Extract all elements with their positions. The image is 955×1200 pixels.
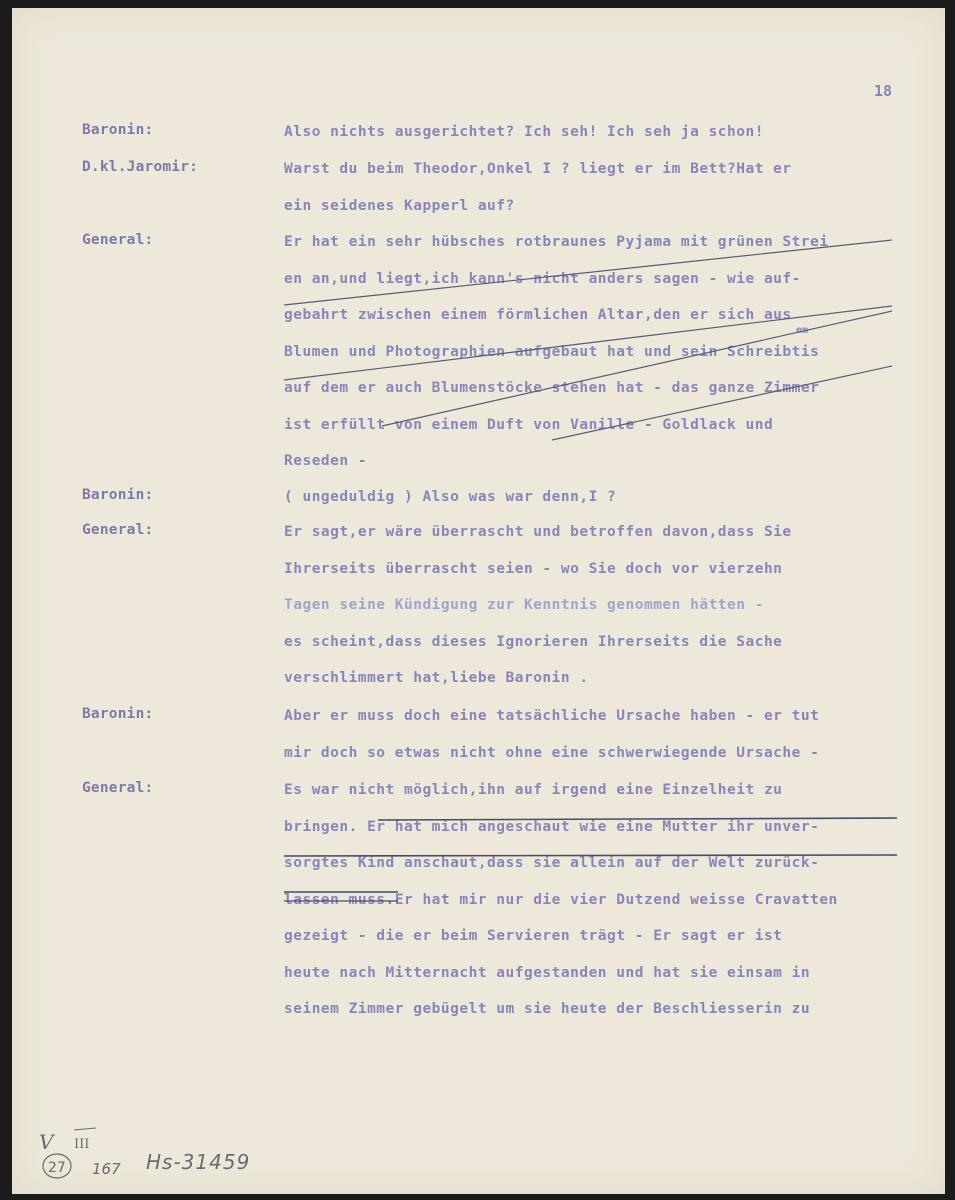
text-line: mir doch so etwas nicht ohne eine schwerwiegende Ursache - xyxy=(284,744,820,761)
text-line: heute nach Mitternacht aufgestanden und hat sie einsam in xyxy=(284,964,811,981)
document-page xyxy=(12,8,945,1194)
text-line: Er sagt,er wäre überrascht und betroffen davon,dass Sie xyxy=(284,524,792,540)
speaker-label: D.kl.Jaromir: xyxy=(82,159,199,175)
speaker-label: Baronin: xyxy=(82,487,154,503)
text-line: lassen muss.Er hat mir nur die vier Dutzend weisse Cravatten xyxy=(284,891,838,908)
speaker-label: General: xyxy=(82,780,154,796)
page-number: 18 xyxy=(874,82,893,100)
text-line: Er hat ein sehr hübsches rotbraunes Pyjama mit grünen Strei xyxy=(284,234,829,250)
text-line: Also nichts ausgerichtet? Ich seh! Ich seh ja schon! xyxy=(284,124,764,140)
archive-folio: 167 xyxy=(92,1160,121,1178)
archive-shelfmark: Hs-31459 xyxy=(146,1150,251,1174)
archive-roman-sub: III xyxy=(74,1137,90,1152)
archive-annotations xyxy=(12,8,945,1194)
text-line: auf dem er auch Blumenstöcke stehen hat - das ganze Zimmer xyxy=(284,380,820,396)
text-line: bringen. Er hat mich angeschaut wie eine Mutter ihr unver- xyxy=(284,818,820,835)
handwritten-insertion: em xyxy=(796,325,809,336)
archive-roman: V xyxy=(39,1130,54,1154)
text-line: en an,und liegt,ich kann's nicht anders sagen - wie auf- xyxy=(284,270,801,287)
text-line: sorgtes Kind anschaut,dass sie allein auf der Welt zurück- xyxy=(284,855,820,871)
text-line: verschlimmert hat,liebe Baronin . xyxy=(284,670,589,686)
text-line: Es war nicht möglich,ihn auf irgend eine Einzelheit zu xyxy=(284,782,783,798)
text-line: gezeigt - die er beim Servieren trägt - Er sagt er ist xyxy=(284,928,783,944)
text-line: ( ungeduldig ) Also was war denn,I ? xyxy=(284,489,617,505)
text-line: Reseden - xyxy=(284,453,368,469)
text-line: gebahrt zwischen einem förmlichen Altar,den er sich aus xyxy=(284,307,792,323)
text-line: Tagen seine Kündigung zur Kenntnis genommen hätten - xyxy=(284,597,764,613)
text-line: Aber er muss doch eine tatsächliche Ursache haben - er tut xyxy=(284,708,820,724)
speaker-label: General: xyxy=(82,522,154,538)
text-line: ist erfüllt von einem Duft von Vanille - Goldlack und xyxy=(284,416,774,433)
archive-circled-number: 27 xyxy=(48,1160,66,1176)
text-line: Ihrerseits überrascht seien - wo Sie doch vor vierzehn xyxy=(284,560,783,577)
text-line: ein seidenes Kapperl auf? xyxy=(284,197,515,214)
speaker-label: Baronin: xyxy=(82,706,154,722)
speaker-label: Baronin: xyxy=(82,122,154,138)
text-line: es scheint,dass dieses Ignorieren Ihrerseits die Sache xyxy=(284,633,783,650)
speaker-label: General: xyxy=(82,232,154,248)
text-line: Blumen und Photographien aufgebaut hat und sein Schreibtis xyxy=(284,343,820,360)
text-line: Warst du beim Theodor,Onkel I ? liegt er im Bett?Hat er xyxy=(284,161,792,177)
text-line: seinem Zimmer gebügelt um sie heute der Beschliesserin zu xyxy=(284,1001,811,1017)
